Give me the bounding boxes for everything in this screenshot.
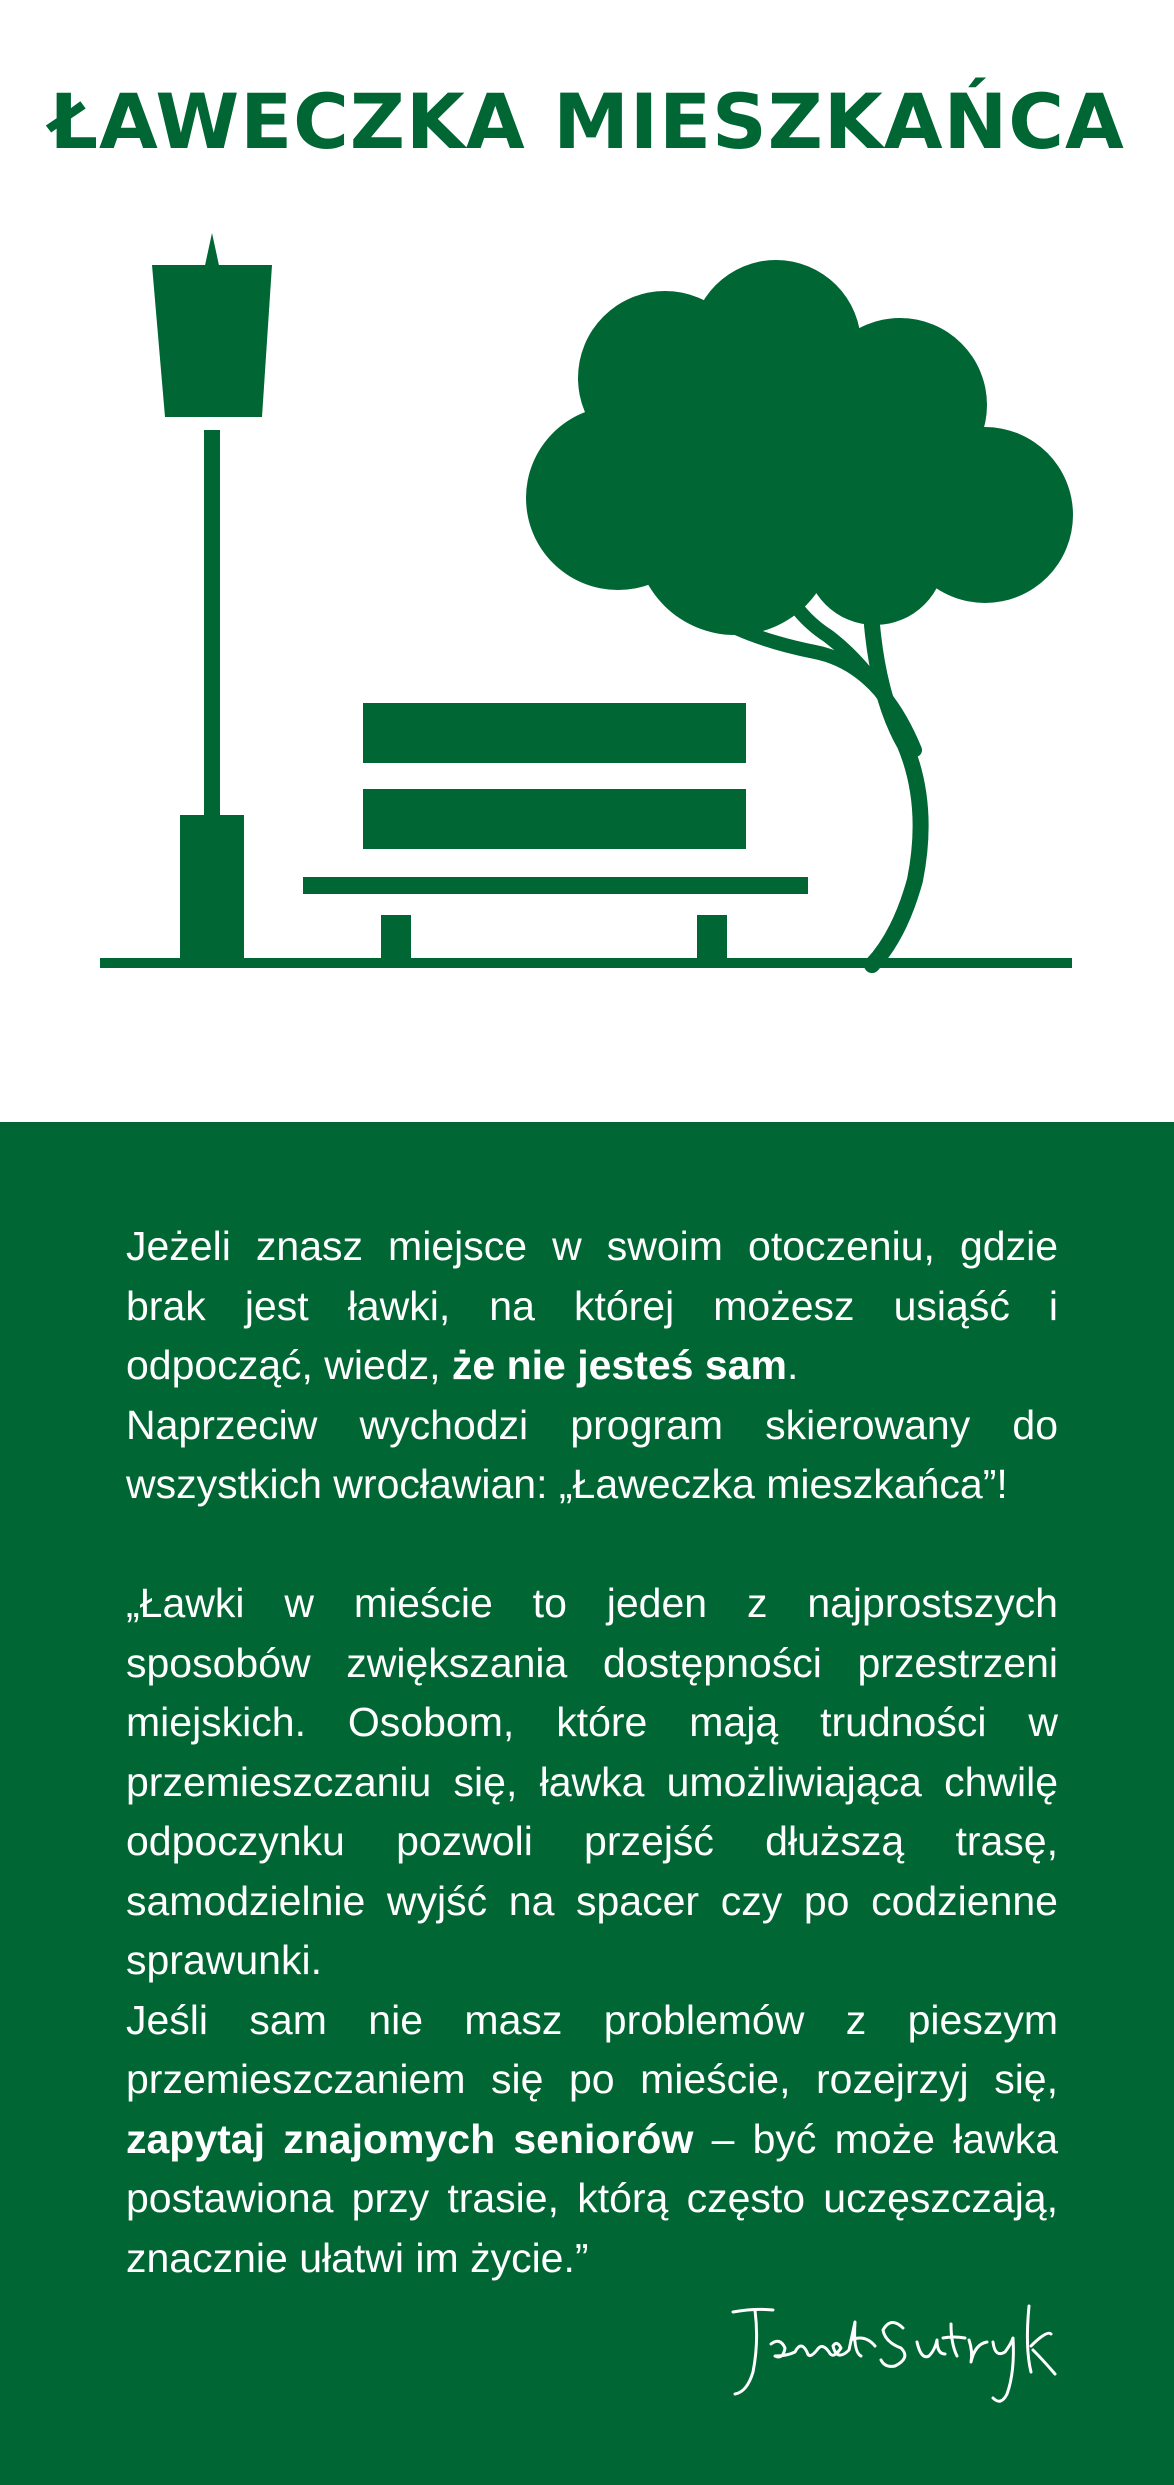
intro-emphasis: że nie jesteś sam	[451, 1342, 787, 1388]
text-section	[0, 1122, 1174, 2485]
page-title: ŁAWECZKA MIESZKAŃCA	[49, 77, 1125, 166]
ground-line	[100, 958, 1072, 968]
intro-paragraph: Jeżeli znasz miejsce w swoim otoczeniu, gdzie brak jest ławki, na której możesz usiąść i odpocząć, wiedz, że nie jesteś sam.	[126, 1223, 1058, 1388]
header-section	[0, 0, 1174, 1122]
signature	[725, 2282, 1065, 2412]
street-lamp-icon	[152, 233, 272, 965]
body-text	[126, 1217, 1058, 2288]
program-paragraph: Naprzeciw wychodzi program skierowany do wszystkich wrocławian: „Ławeczka mieszkańca”!	[126, 1401, 1058, 1507]
park-illustration	[0, 210, 1174, 1010]
tree-icon	[526, 260, 1073, 965]
quote-paragraph-2: Jeśli sam nie masz problemów z pieszym przemieszczaniem się po mieście, rozejrzyj się, zapytaj znajomych seniorów – być może ławka postawiona przy trasie, którą często uczęszczają, znacznie ułatwi im życie.”	[126, 1996, 1058, 2281]
quote-emphasis: zapytaj znajomych seniorów	[126, 2115, 694, 2162]
quote-paragraph-1: „Ławki w mieście to jeden z najprostszych sposobów zwiększania dostępności przestrzeni miejskich. Osobom, które mają trudności w przemieszczaniu się, ławka umożliwiająca chwilę odpoczynku pozwoli przejść dłuższą trasę, samodzielnie wyjść na spacer czy po codzienne sprawunki.	[126, 1580, 1058, 1983]
bench-icon	[303, 703, 808, 965]
